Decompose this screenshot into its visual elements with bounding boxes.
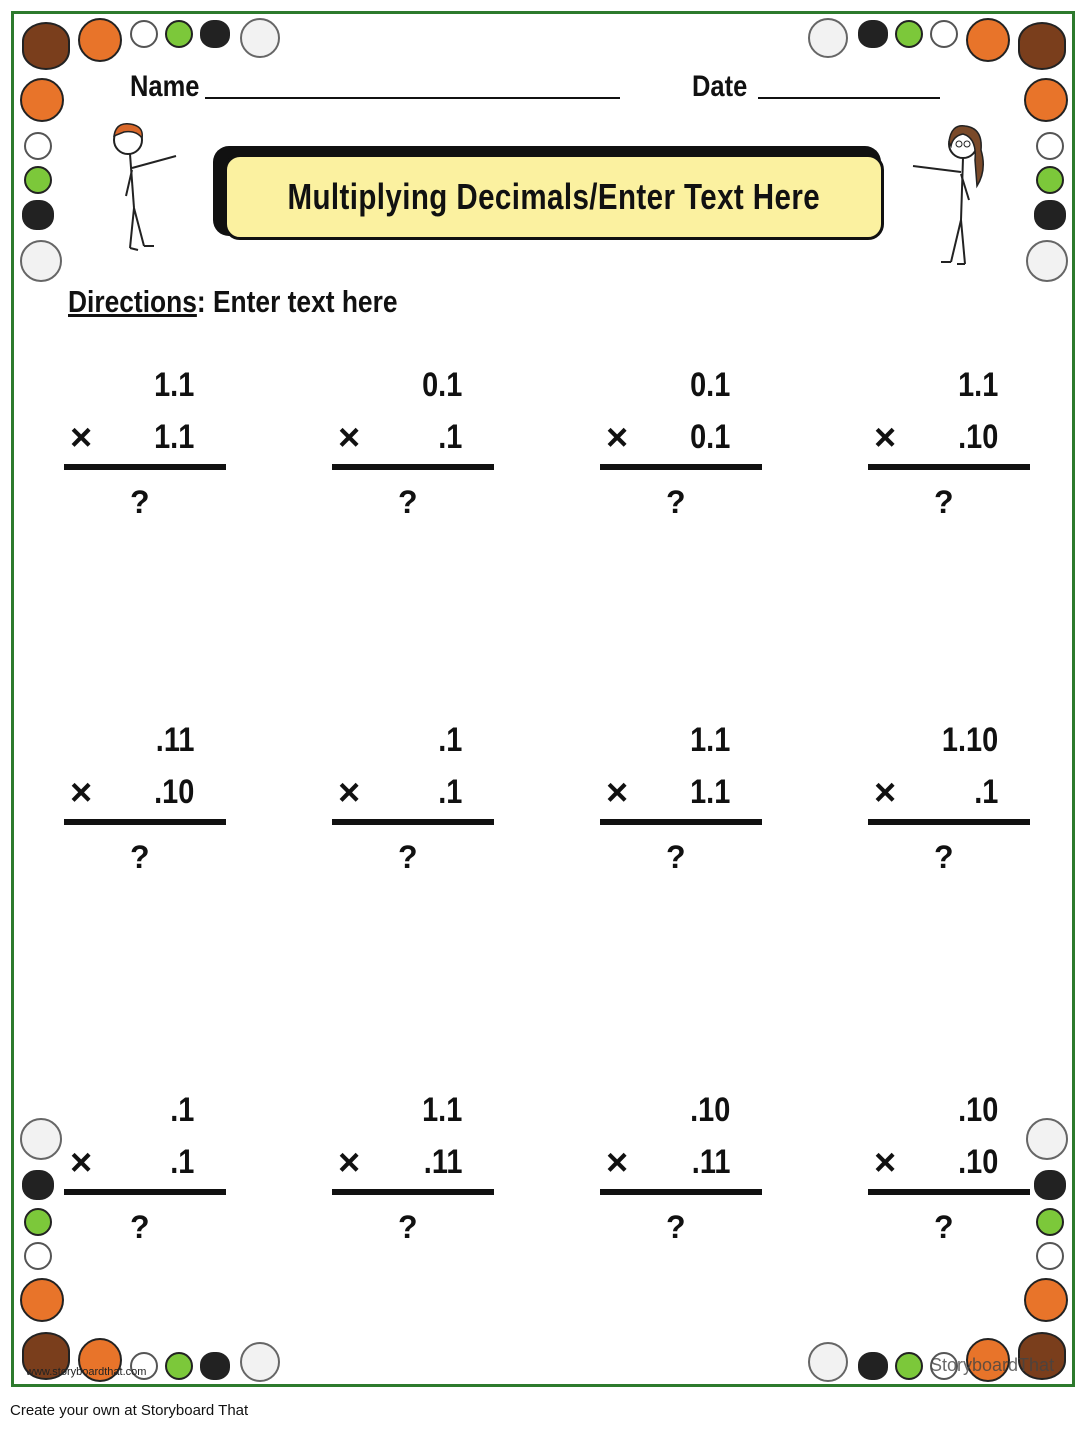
problem-7: [600, 721, 770, 881]
multiplicand: 0.1: [689, 366, 730, 404]
problem-10: [332, 1091, 502, 1251]
multiply-icon: ×: [70, 772, 93, 814]
answer-field[interactable]: ?: [398, 1209, 418, 1245]
tennis-ball-icon: [24, 1208, 52, 1236]
multiplicand: 1.1: [421, 1091, 462, 1129]
answer-line: [600, 1189, 762, 1195]
footer-link[interactable]: Create your own at Storyboard That: [10, 1402, 249, 1419]
answer-field[interactable]: ?: [934, 839, 954, 875]
multiply-icon: ×: [606, 1142, 629, 1184]
problem-2: [332, 366, 502, 526]
tennis-ball-icon: [24, 166, 52, 194]
answer-line: [332, 1189, 494, 1195]
problem-11: [600, 1091, 770, 1251]
problem-12: [868, 1091, 1038, 1251]
volleyball-icon: [808, 1342, 848, 1382]
football-icon: [1018, 22, 1066, 70]
tennis-ball-icon: [895, 1352, 923, 1380]
answer-field[interactable]: ?: [666, 1209, 686, 1245]
multiplicand: .11: [155, 721, 194, 759]
baseball-icon: [24, 1242, 52, 1270]
tennis-ball-icon: [165, 20, 193, 48]
multiply-icon: ×: [338, 417, 361, 459]
multiply-icon: ×: [70, 1142, 93, 1184]
hockey-puck-icon: [1034, 1170, 1066, 1200]
multiplicand: 1.1: [957, 366, 998, 404]
tennis-ball-icon: [1036, 1208, 1064, 1236]
hockey-puck-icon: [858, 1352, 888, 1380]
multiplicand: .1: [437, 721, 462, 759]
multiply-icon: ×: [338, 1142, 361, 1184]
answer-line: [332, 464, 494, 470]
problem-1: [64, 366, 234, 526]
date-field[interactable]: [758, 97, 940, 99]
multiplier: .1: [437, 773, 462, 811]
tennis-ball-icon: [895, 20, 923, 48]
answer-line: [868, 819, 1030, 825]
answer-line: [868, 464, 1030, 470]
answer-field[interactable]: ?: [398, 839, 418, 875]
answer-line: [64, 819, 226, 825]
tennis-ball-icon: [1036, 166, 1064, 194]
stick-figure-boy: [100, 118, 190, 258]
hockey-puck-icon: [200, 1352, 230, 1380]
basketball-icon: [78, 18, 122, 62]
multiplier: .1: [973, 773, 998, 811]
multiplicand: .10: [957, 1091, 998, 1129]
volleyball-icon: [808, 18, 848, 58]
multiplier: .11: [423, 1143, 462, 1181]
multiplier: 1.1: [153, 418, 194, 456]
answer-field[interactable]: ?: [666, 484, 686, 520]
answer-line: [600, 464, 762, 470]
problem-6: [332, 721, 502, 881]
multiply-icon: ×: [70, 417, 93, 459]
worksheet-title: Multiplying Decimals/Enter Text Here: [287, 176, 821, 217]
multiplier: .1: [437, 418, 462, 456]
multiply-icon: ×: [338, 772, 361, 814]
multiplier: .1: [169, 1143, 194, 1181]
basketball-icon: [20, 78, 64, 122]
answer-field[interactable]: ?: [934, 1209, 954, 1245]
baseball-icon: [24, 132, 52, 160]
multiplier: .11: [691, 1143, 730, 1181]
multiplier: 0.1: [689, 418, 730, 456]
baseball-icon: [130, 20, 158, 48]
multiplier: .10: [957, 418, 998, 456]
watermark-url: www.storyboardthat.com: [26, 1366, 147, 1378]
multiply-icon: ×: [606, 772, 629, 814]
date-label: Date: [692, 70, 748, 103]
hockey-puck-icon: [858, 20, 888, 48]
stick-figure-girl: [905, 120, 995, 270]
tennis-ball-icon: [165, 1352, 193, 1380]
volleyball-icon: [20, 240, 62, 282]
baseball-icon: [930, 20, 958, 48]
directions-label: Directions: [68, 284, 197, 319]
hockey-puck-icon: [200, 20, 230, 48]
answer-field[interactable]: ?: [398, 484, 418, 520]
directions-text: Enter text here: [205, 284, 398, 319]
volleyball-icon: [240, 1342, 280, 1382]
problem-5: [64, 721, 234, 881]
name-label: Name: [130, 70, 200, 103]
answer-line: [64, 464, 226, 470]
title-box[interactable]: [224, 154, 884, 240]
answer-field[interactable]: ?: [666, 839, 686, 875]
answer-field[interactable]: ?: [130, 484, 150, 520]
baseball-icon: [1036, 1242, 1064, 1270]
volleyball-icon: [20, 1118, 62, 1160]
multiplier: .10: [153, 773, 194, 811]
multiply-icon: ×: [874, 1142, 897, 1184]
multiplicand: .1: [169, 1091, 194, 1129]
multiplicand: 1.10: [941, 721, 998, 759]
volleyball-icon: [1026, 240, 1068, 282]
basketball-icon: [1024, 1278, 1068, 1322]
football-icon: [22, 22, 70, 70]
multiply-icon: ×: [606, 417, 629, 459]
problem-4: [868, 366, 1038, 526]
multiply-icon: ×: [874, 772, 897, 814]
multiplicand: 0.1: [421, 366, 462, 404]
answer-field[interactable]: ?: [130, 1209, 150, 1245]
directions-separator: :: [196, 284, 206, 319]
answer-line: [600, 819, 762, 825]
name-field[interactable]: [205, 97, 620, 99]
multiplicand: 1.1: [153, 366, 194, 404]
basketball-icon: [20, 1278, 64, 1322]
multiplicand: .10: [689, 1091, 730, 1129]
multiplicand: 1.1: [689, 721, 730, 759]
basketball-icon: [966, 18, 1010, 62]
hockey-puck-icon: [22, 200, 54, 230]
multiplier: 1.1: [689, 773, 730, 811]
hockey-puck-icon: [1034, 200, 1066, 230]
directions[interactable]: [68, 284, 397, 320]
multiply-icon: ×: [874, 417, 897, 459]
problem-8: [868, 721, 1038, 881]
baseball-icon: [1036, 132, 1064, 160]
multiplier: .10: [957, 1143, 998, 1181]
answer-line: [868, 1189, 1030, 1195]
answer-field[interactable]: ?: [934, 484, 954, 520]
answer-line: [332, 819, 494, 825]
problem-9: [64, 1091, 234, 1251]
volleyball-icon: [240, 18, 280, 58]
problem-3: [600, 366, 770, 526]
answer-line: [64, 1189, 226, 1195]
hockey-puck-icon: [22, 1170, 54, 1200]
basketball-icon: [1024, 78, 1068, 122]
answer-field[interactable]: ?: [130, 839, 150, 875]
watermark-logo: StoryboardThat: [930, 1355, 1055, 1375]
